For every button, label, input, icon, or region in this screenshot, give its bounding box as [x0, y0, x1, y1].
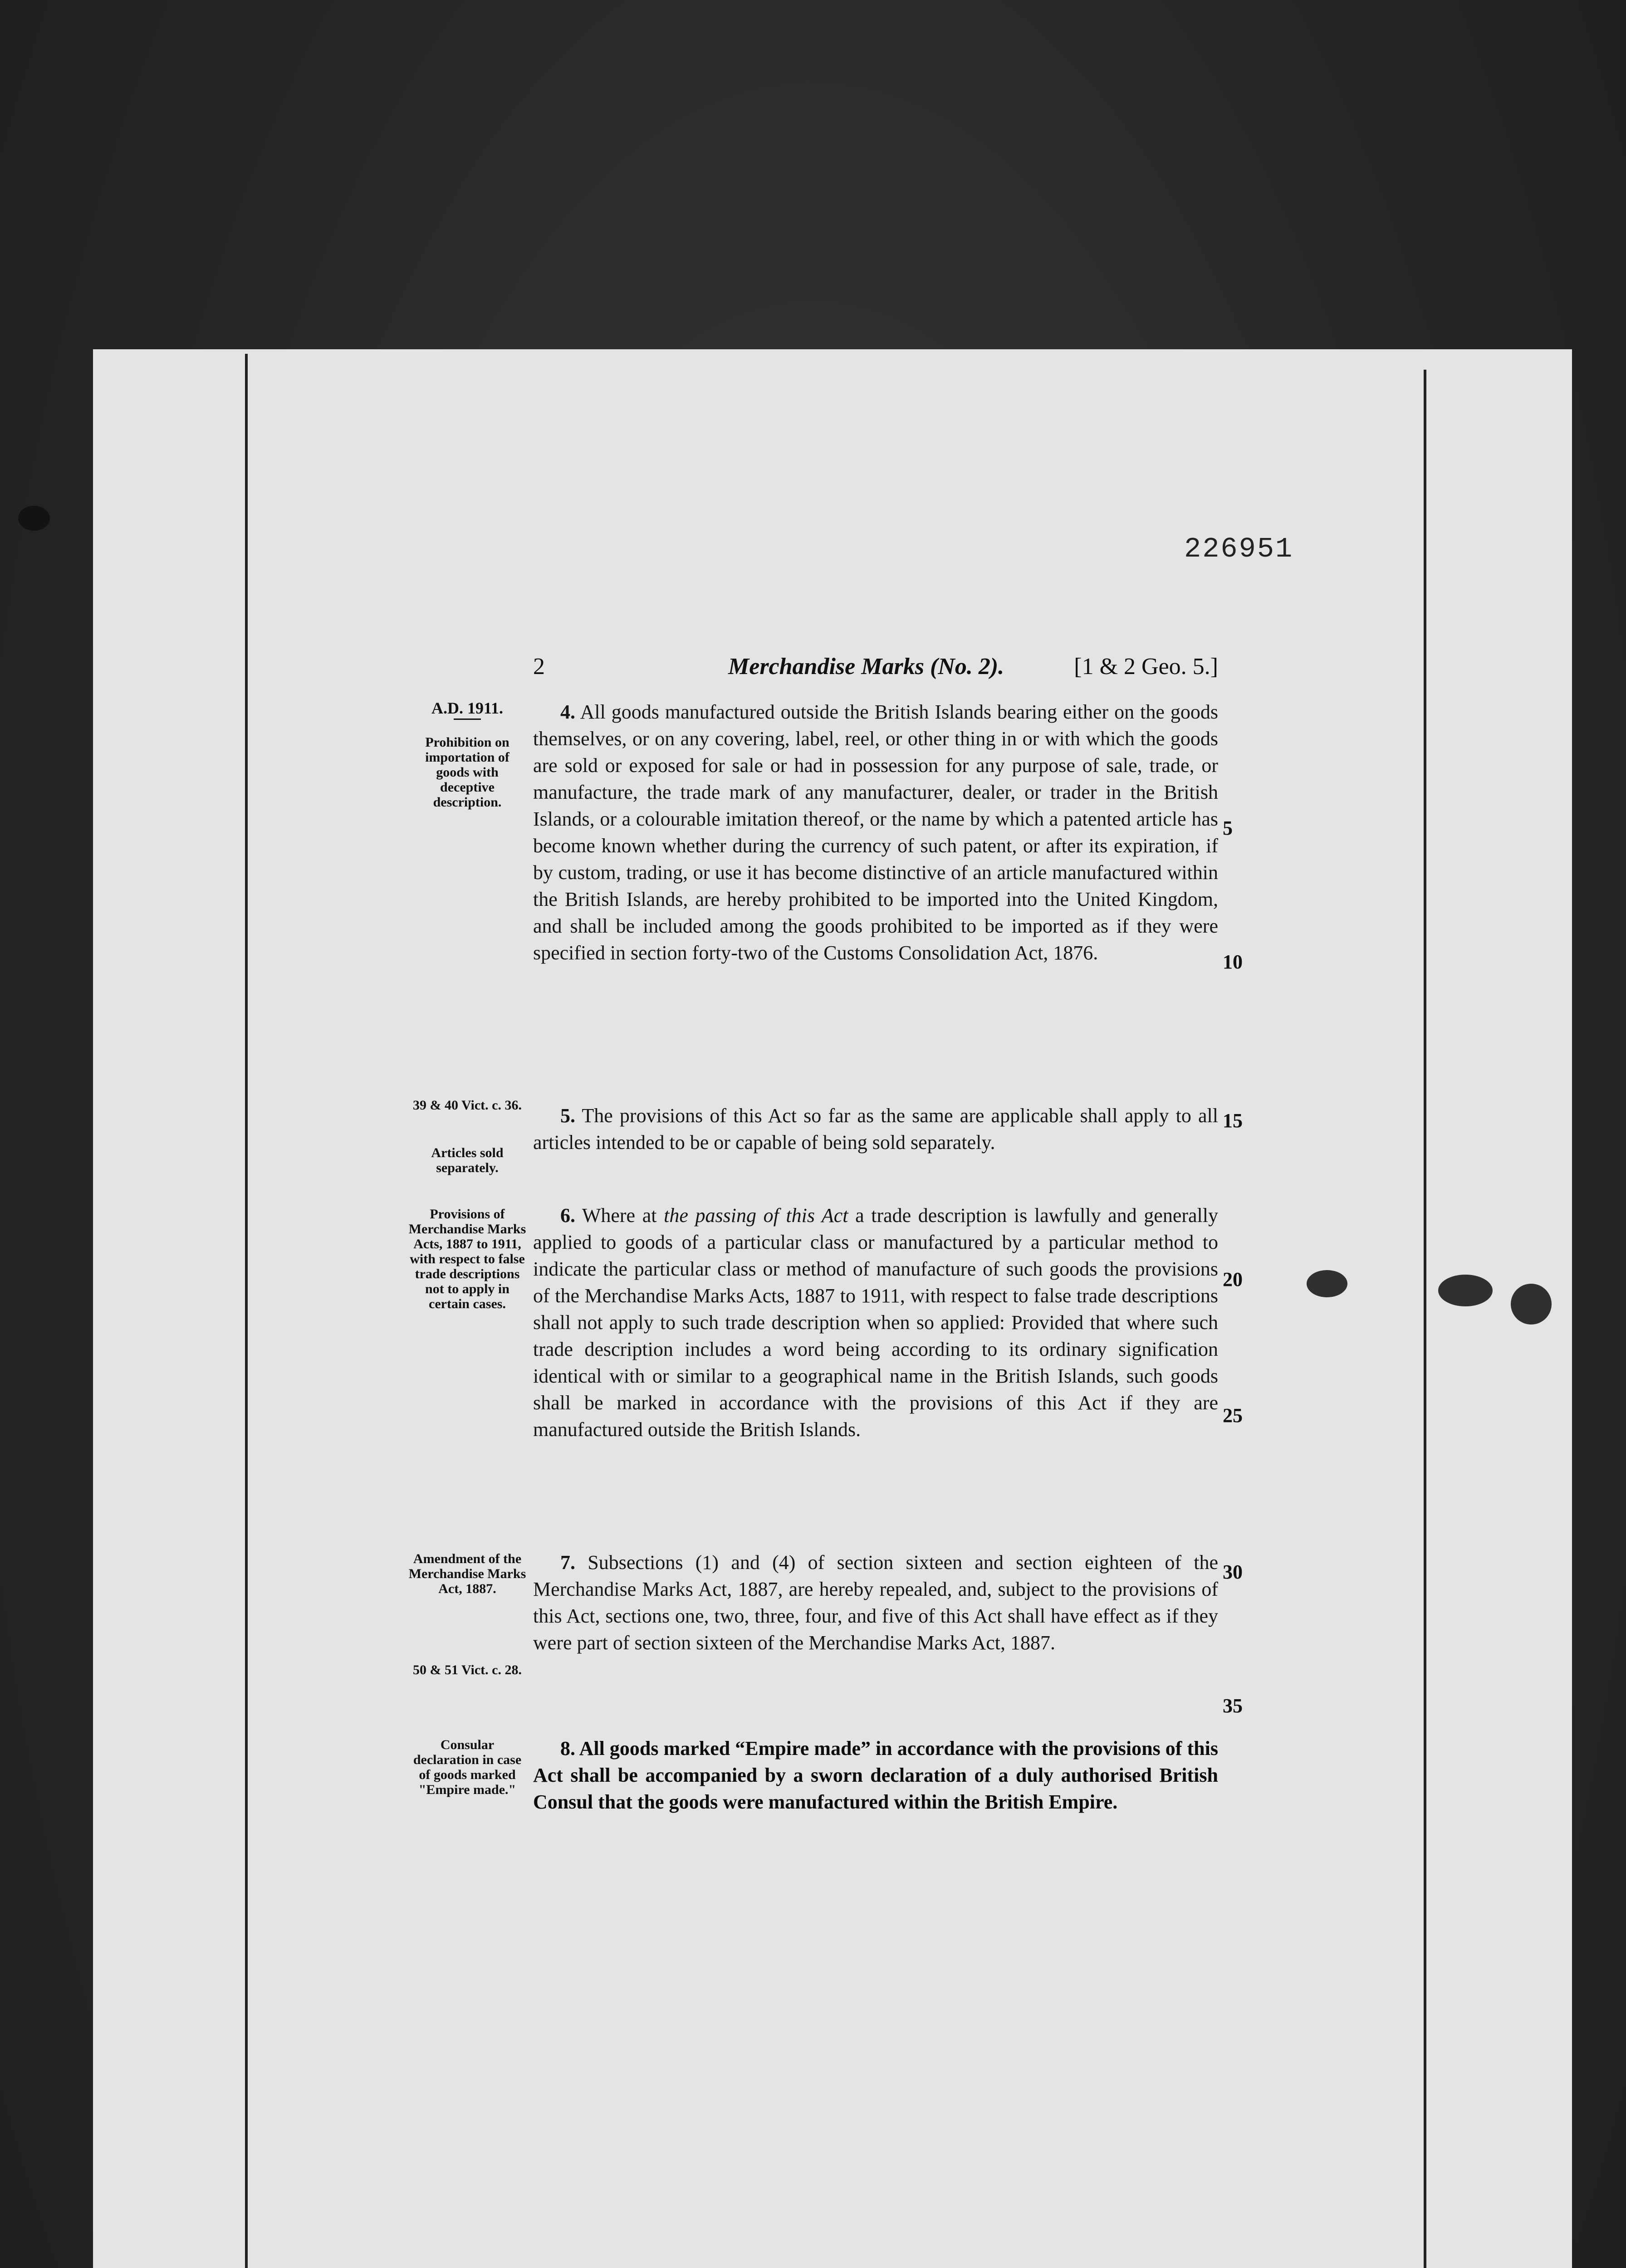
section-4 — [533, 699, 1218, 966]
line-number: 25 — [1223, 1404, 1243, 1427]
section-text: All goods manufactured outside the British Islands bearing either on the goods themselves, or on any covering, label, reel, or other thing in or with which the goods are sold or exposed for sale or had in possession for any purpose of sale, trade, or manufacture, the trade mark of any manufacturer, dealer, or trader in the British Islands, or a colourable imitation thereof, or the name by which a patented article has become known whether during the currency of such patent, or after its expiration, if by custom, trading, or use it has become distinctive of an article manufactured within the British Islands, are hereby prohibited to be imported into the United Kingdom, and shall be included among the goods prohibited to be imported as if they were specified in section forty-two of the Customs Consolidation Act, 1876. — [533, 701, 1219, 964]
line-number: 30 — [1223, 1561, 1243, 1583]
margin-note-section-4: Prohibition on importation of goods with deceptive description. — [425, 735, 509, 810]
line-number: 5 — [1223, 817, 1233, 839]
section-number: 4. — [560, 701, 575, 723]
section-number: 8. — [560, 1737, 575, 1760]
scan-smudge — [1438, 1275, 1493, 1306]
section-5 — [533, 1102, 1218, 1156]
line-number: 20 — [1223, 1268, 1243, 1290]
section-text-italic: the passing of this Act — [664, 1204, 848, 1227]
section-text: Where at — [582, 1204, 664, 1227]
line-number: 15 — [1223, 1110, 1243, 1132]
section-text: The provisions of this Act so far as the same are applicable shall apply to all articles intended to be or capable of being sold separately. — [533, 1105, 1218, 1154]
catalog-number: 226951 — [1184, 533, 1294, 565]
page-frame-left — [245, 354, 248, 2268]
act-title: Merchandise Marks (No. 2). — [728, 654, 1004, 679]
regnal-reference: [1 & 2 Geo. 5.] — [1074, 654, 1218, 679]
scan-smudge — [1511, 1284, 1552, 1325]
margin-note-section-5-citation: 39 & 40 Vict. c. 36. — [413, 1098, 522, 1113]
section-text: a trade description is lawfully and generally applied to goods of a particular class or manufactured by a particular method to indicate the particular class or method of manufacture of such goods the provisions of the Merchandise Marks Acts, 1887 to 1911, with respect to false trade descriptions shall not apply to such trade description when so applied: Provided that where such trade description includes a word being according to its ordinary signification identical with or similar to a geographical name in the British Islands, such goods shall be marked in accordance with the provisions of this Act if they are manufactured outside the British Islands. — [533, 1204, 1218, 1441]
running-head — [533, 653, 1218, 685]
page-frame-right — [1424, 370, 1426, 2268]
margin-note-section-7-citation: 50 & 51 Vict. c. 28. — [413, 1662, 522, 1677]
section-8 — [533, 1735, 1218, 1815]
margin-note-year: A.D. 1911. — [408, 701, 526, 722]
section-number: 7. — [560, 1551, 575, 1574]
section-number: 5. — [560, 1105, 575, 1127]
section-text: All goods marked “Empire made” in accordance with the provisions of this Act shall be accompanied by a sworn declaration of a duly authorised British Consul that the goods were manufactured within the British Empire. — [533, 1737, 1218, 1813]
section-7 — [533, 1549, 1218, 1656]
line-number: 10 — [1223, 951, 1243, 973]
page-number: 2 — [533, 654, 545, 679]
margin-note-section-5: Articles sold separately. — [431, 1145, 504, 1175]
section-6 — [533, 1202, 1218, 1443]
section-text: Subsections (1) and (4) of section sixteen and section eighteen of the Merchandise Marks Act, 1887, are hereby repealed, and, subject to the provisions of this Act, sections one, two, three, four, and five of this Act shall have effect as if they were part of section sixteen of the Merchandise Marks Act, 1887. — [533, 1551, 1218, 1654]
margin-note-section-8: Consular declaration in case of goods marked "Empire made." — [413, 1737, 522, 1797]
margin-note-section-7: Amendment of the Merchandise Marks Act, 1887. — [408, 1551, 526, 1596]
section-number: 6. — [560, 1204, 575, 1227]
scan-smudge — [1307, 1270, 1347, 1297]
line-number: 35 — [1223, 1695, 1243, 1717]
scan-smudge — [18, 506, 50, 531]
margin-note-section-6: Provisions of Merchandise Marks Acts, 1887 to 1911, with respect to false trade descriptions not to apply in certain cases. — [408, 1207, 526, 1311]
